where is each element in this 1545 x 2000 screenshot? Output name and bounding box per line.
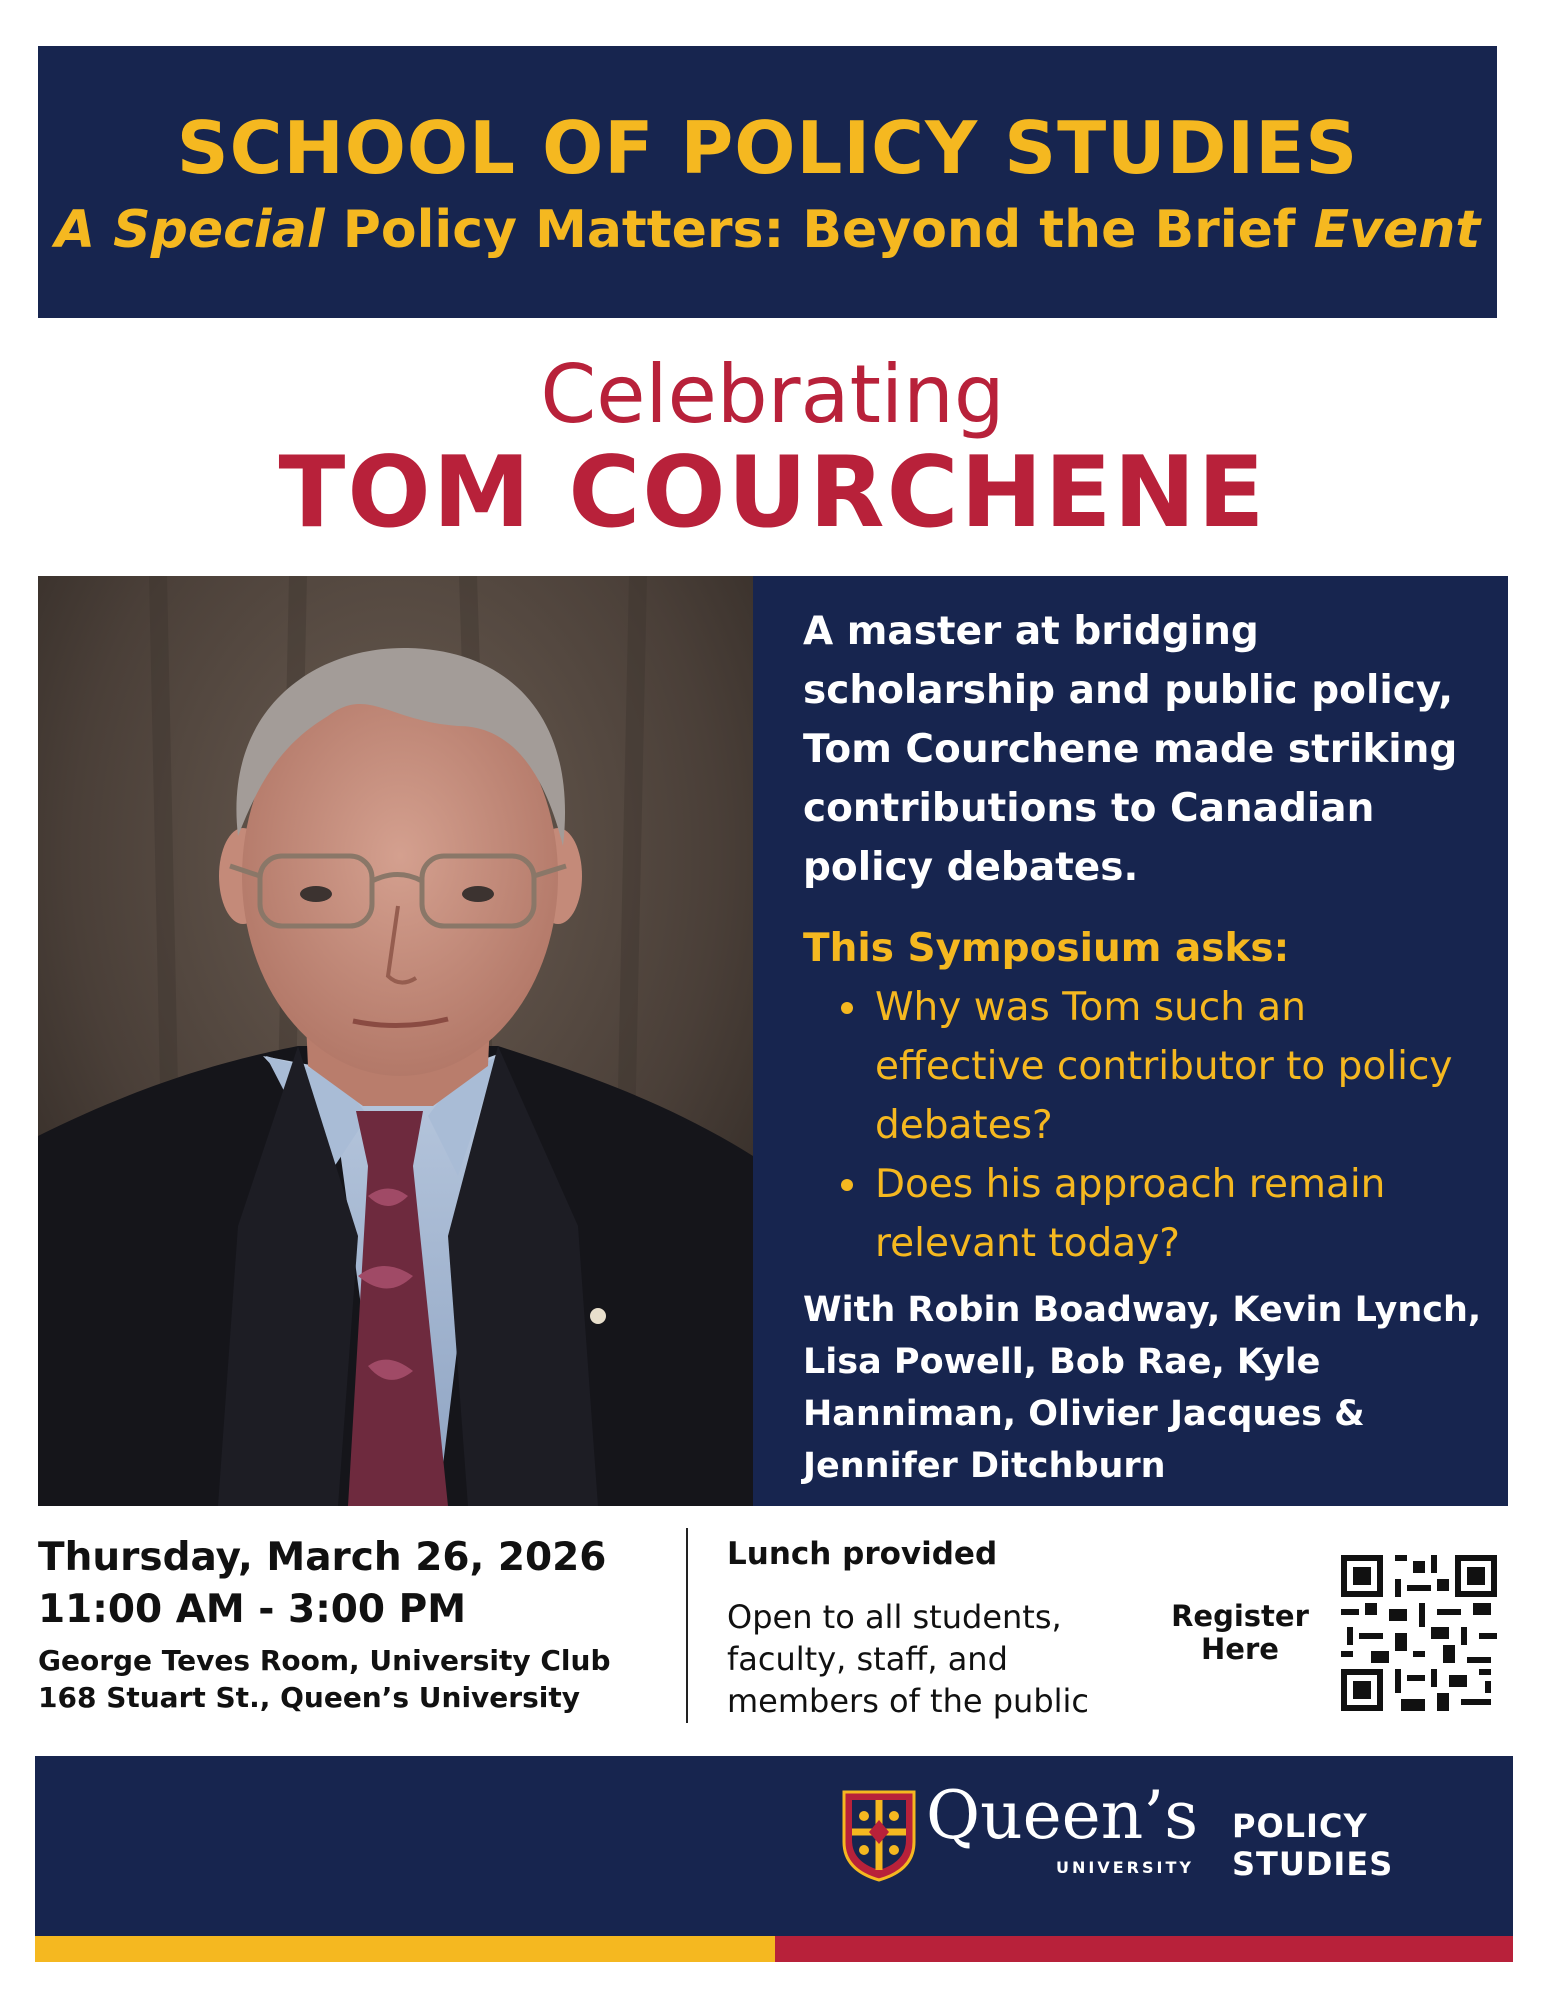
department-line1: POLICY xyxy=(1232,1807,1368,1845)
lunch-note: Lunch provided xyxy=(727,1536,998,1572)
university-subtitle: UNIVERSITY xyxy=(1056,1858,1194,1877)
event-room: George Teves Room, University Club xyxy=(38,1644,611,1677)
portrait-photo xyxy=(38,576,753,1506)
gold-stripe xyxy=(35,1936,775,1962)
qr-code-icon[interactable] xyxy=(1341,1555,1497,1711)
speakers-list: With Robin Boadway, Kevin Lynch, Lisa Powell, Bob Rae, Kyle Hanniman, Olivier Jacques & Jennifer Ditchburn xyxy=(803,1290,1482,1486)
vertical-divider xyxy=(686,1528,688,1723)
event-address: 168 Stuart St., Queen’s University xyxy=(38,1681,581,1714)
subtitle-main: Policy Matters: Beyond the Brief xyxy=(324,200,1314,260)
celebrating-label: Celebrating xyxy=(540,348,1005,441)
question-item: Does his approach remain relevant today? xyxy=(875,1155,1475,1273)
bio-panel xyxy=(753,576,1508,1506)
question-list xyxy=(753,978,1475,1273)
event-subtitle xyxy=(38,198,1497,262)
school-title: SCHOOL OF POLICY STUDIES xyxy=(176,106,1359,190)
question-item: Why was Tom such an effective contributor to policy debates? xyxy=(875,978,1475,1155)
register-line1: Register xyxy=(1171,1599,1309,1633)
red-stripe xyxy=(775,1936,1513,1962)
audience-note: Open to all students, faculty, staff, and members of the public xyxy=(727,1598,1090,1720)
register-label[interactable] xyxy=(1156,1600,1324,1666)
bio-intro: A master at bridging scholarship and public policy, Tom Courchene made striking contributions to Canadian policy debates. xyxy=(803,609,1458,890)
event-date: Thursday, March 26, 2026 xyxy=(38,1535,607,1580)
subtitle-lead: A Special xyxy=(54,200,325,260)
register-line2: Here xyxy=(1201,1632,1279,1666)
crest-icon xyxy=(842,1790,916,1882)
header-banner xyxy=(38,46,1497,318)
event-details xyxy=(38,1532,678,1716)
symposium-asks-heading: This Symposium asks: xyxy=(803,926,1290,971)
department-line2: STUDIES xyxy=(1232,1845,1394,1883)
honoree-name: TOM COURCHENE xyxy=(278,436,1267,550)
subtitle-tail: Event xyxy=(1313,200,1481,260)
university-wordmark: Queen’s xyxy=(926,1777,1199,1854)
event-time: 11:00 AM - 3:00 PM xyxy=(38,1587,467,1632)
